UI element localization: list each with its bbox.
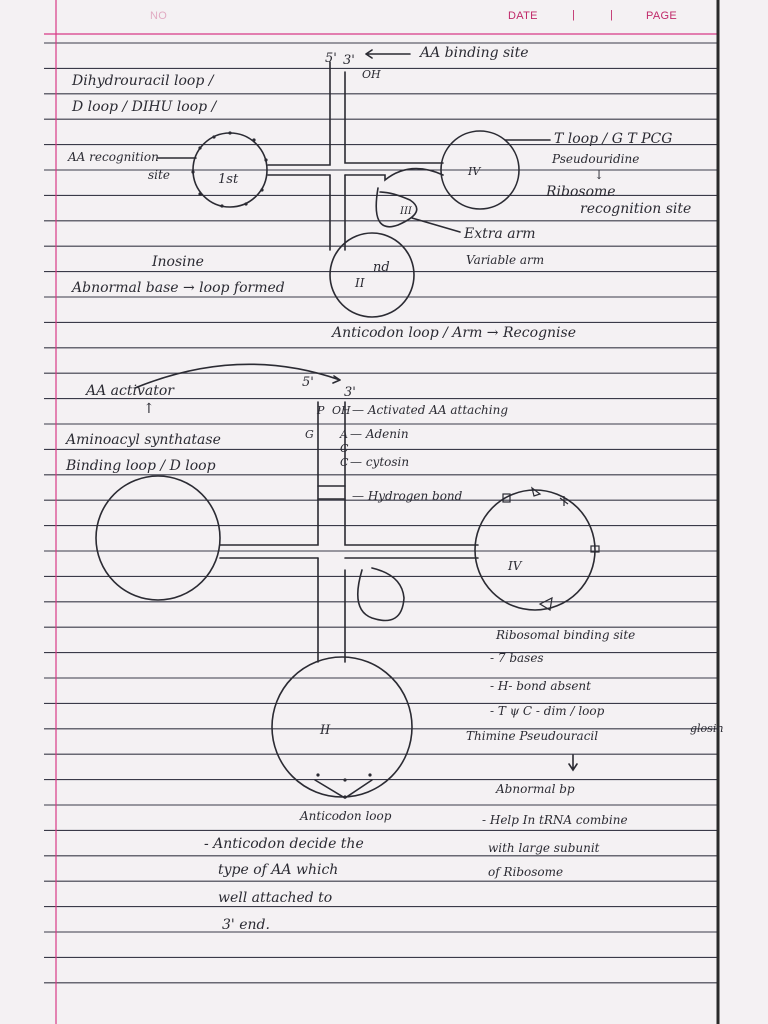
header-divider-2: | [610,9,614,21]
t-loop-modified-bases [503,488,599,610]
extra-arm-loop-2 [358,568,404,621]
ribosome-label-line1: Ribosome [546,184,616,200]
d2-c2: C [340,456,349,469]
aa-binding-site-label: AA binding site [420,45,529,61]
d2-c1: C [340,442,349,455]
d2-g: G [305,428,314,441]
header-divider-1: | [572,9,576,21]
anticodon-label: Anticodon loop / Arm → Recognise [332,325,577,341]
d2-a: A [340,428,348,441]
variable-arm-label: Variable arm [466,253,545,267]
d1-oh: OH [362,68,381,81]
d1-loop1-label: 1st [218,172,239,187]
inosine-label: Inosine [152,254,204,270]
d2-3prime: 3' [344,385,356,400]
t-loop-label: T loop / G T PCG [554,131,673,147]
acceptor-stem-5prime-2 [220,402,318,545]
hbond-absent-label: - H- bond absent [490,679,591,693]
activated-aa-label: — Activated AA attaching [352,403,509,417]
abnormal-bp-label: Abnormal bp [496,782,575,796]
seven-bases-label: - 7 bases [490,651,544,665]
anticodon-decide-line3: well attached to [218,890,333,906]
pseudouridine-label: Pseudouridine [552,152,640,166]
help-line2: with large subunit [488,841,600,855]
aa-recognition-line1: AA recognition [68,150,159,164]
thimine-arrow [569,755,577,770]
header-no-label: NO [150,10,168,22]
t-loop-circle-2 [475,490,595,610]
header-date-label: DATE [508,10,538,22]
extra-arm-label: Extra arm [464,226,536,242]
acceptor-stem-3prime-2 [345,402,478,545]
thimine-pseudouracil-label: Thimine Pseudouracil [466,729,599,743]
ribosomal-binding-site-label: Ribosomal binding site [496,628,636,642]
cytosin-label: — cytosin [350,455,410,469]
d2-loop2-label: II [320,723,331,738]
d2-p: P [317,404,325,417]
ribosome-label-line2: recognition site [580,201,692,217]
help-line1: - Help In tRNA combine [482,813,628,827]
tpc-glosin-label: glosin [690,722,724,735]
d2-5prime: 5' [302,375,314,390]
adenin-label: — Adenin [350,427,409,441]
d-loop-label-line1: Dihydrouracil loop / [72,73,214,89]
d1-loop2-label: II [355,276,365,290]
d1-loop4-label: IV [468,165,481,178]
anticodon-decide-line1: - Anticodon decide the [204,836,364,852]
hydrogen-bond-label: — Hydrogen bond [352,489,463,503]
aminoacyl-label-line2: Binding loop / D loop [66,458,216,474]
d1-5prime: 5' [325,51,337,66]
help-line3: of Ribosome [488,865,564,879]
d1-3prime: 3' [343,53,355,68]
d2-loop4-label: IV [508,559,522,573]
anticodon-loop-circle-2 [272,657,412,797]
anticodon-decide-line2: type of AA which [218,862,339,878]
d1-loop2-sup: nd [373,260,390,275]
d1-loop3-label: III [400,206,412,217]
d2-oh: OH [332,404,351,417]
aa-activator-label: AA activator [86,383,174,399]
anticodon-loop-label: Anticodon loop [300,809,392,823]
d-loop-circle-2 [96,476,220,600]
aa-recognition-line2: site [148,168,170,182]
aminoacyl-label-line1: Aminoacyl synthatase [66,432,221,448]
d-loop-label-line2: D loop / DIHU loop / [72,99,217,115]
tpc-loop-label: - T ψ C - dim / loop [490,704,605,718]
header-page-label: PAGE [646,10,677,22]
anticodon-decide-line4: 3' end. [222,917,270,933]
anticodon-arm-2 [318,558,345,662]
abnormal-base-label: Abnormal base → loop formed [72,280,285,296]
aa-activator-arrow: ↑ [143,401,155,417]
pseudouridine-arrow: ↓ [594,168,605,182]
